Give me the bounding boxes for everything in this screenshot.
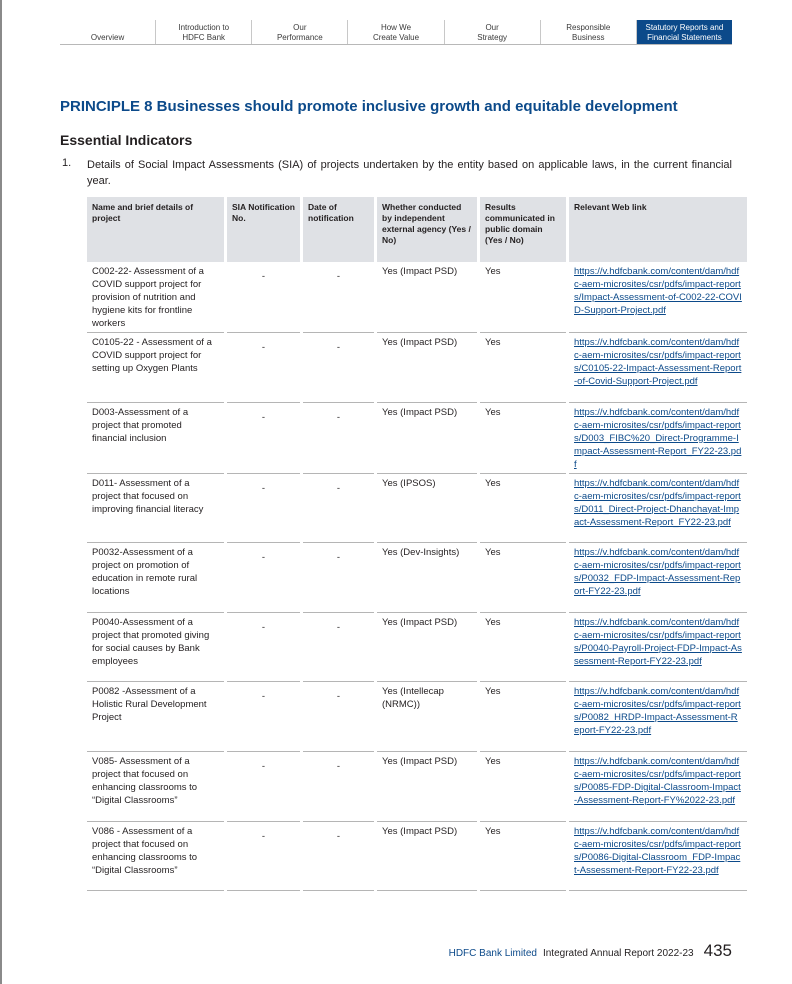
table-row: [87, 262, 747, 333]
web-link[interactable]: https://v.hdfcbank.com/content/dam/hdfc-aem-microsites/csr/pdfs/impact-reports/P0082_HRDP-Impact-Assessment-Report-FY22-23.pdf: [574, 686, 741, 737]
cell-public: Yes: [480, 822, 566, 892]
cell-project: P0040-Assessment of a project that promoted giving for social causes by Bank employees: [87, 613, 224, 683]
cell-date: -: [303, 613, 374, 683]
tab-performance[interactable]: Our Performance: [252, 20, 348, 44]
cell-project: C002-22- Assessment of a COVID support project for provision of nutrition and hygiene kits for frontline workers: [87, 262, 224, 333]
cell-project: V086 - Assessment of a project that focused on enhancing classrooms to “Digital Classrooms”: [87, 822, 224, 892]
cell-project: D011- Assessment of a project that focused on improving financial literacy: [87, 474, 224, 544]
section-heading: Essential Indicators: [60, 132, 193, 148]
web-link[interactable]: https://v.hdfcbank.com/content/dam/hdfc-aem-microsites/csr/pdfs/impact-reports/D003_FIBC%20_Direct-Programme-Impact-Assessment-Report_FY22-23.pdf: [574, 406, 742, 470]
cell-public: Yes: [480, 543, 566, 613]
header-web-link: Relevant Web link: [569, 197, 747, 262]
cell-date: -: [303, 474, 374, 544]
cell-agency: Yes (Impact PSD): [377, 822, 477, 892]
table-row: [87, 543, 747, 613]
table-row: [87, 752, 747, 822]
cell-agency: Yes (Impact PSD): [377, 262, 477, 333]
table-header-row: [87, 197, 747, 262]
page-number: 435: [703, 941, 732, 960]
cell-public: Yes: [480, 752, 566, 822]
cell-sia: -: [227, 543, 300, 613]
web-link[interactable]: https://v.hdfcbank.com/content/dam/hdfc-aem-microsites/csr/pdfs/impact-reports/Impact-Assessment-of-C002-22-COVID-Support-Project.pdf: [574, 266, 742, 316]
footer-report-title: Integrated Annual Report 2022-23: [542, 948, 694, 959]
cell-link: [569, 474, 747, 544]
tab-statutory-reports[interactable]: Statutory Reports and Financial Statements: [637, 20, 732, 44]
cell-link: [569, 613, 747, 683]
cell-link: [569, 262, 747, 333]
cell-sia: -: [227, 262, 300, 333]
nav-divider: [60, 44, 732, 45]
item-number: 1.: [62, 157, 72, 169]
header-public-domain: Results communicated in public domain (Yes / No): [480, 197, 566, 262]
sia-table: [84, 197, 750, 891]
cell-date: -: [303, 682, 374, 752]
cell-date: -: [303, 333, 374, 403]
web-link[interactable]: https://v.hdfcbank.com/content/dam/hdfc-aem-microsites/csr/pdfs/impact-reports/P0032_FDP-Impact-Assessment-Report-FY22-23.pdf: [574, 547, 741, 598]
cell-link: [569, 822, 747, 892]
web-link[interactable]: https://v.hdfcbank.com/content/dam/hdfc-aem-microsites/csr/pdfs/impact-reports/D011_Direct-Project-Dhanchayat-Impact-Assessment-Report_FY22-23.pdf: [574, 477, 741, 528]
web-link[interactable]: https://v.hdfcbank.com/content/dam/hdfc-aem-microsites/csr/pdfs/impact-reports/P0040-Payroll-Project-FDP-Impact-Assessment-Report-FY22-23.pdf: [574, 616, 742, 667]
section-nav: [60, 20, 732, 44]
footer-brand: HDFC Bank Limited: [448, 948, 537, 959]
cell-agency: Yes (Impact PSD): [377, 752, 477, 822]
cell-project: P0032-Assessment of a project on promotion of education in remote rural locations: [87, 543, 224, 613]
cell-agency: Yes (Impact PSD): [377, 613, 477, 683]
header-date: Date of notification: [303, 197, 374, 262]
table-row: [87, 474, 747, 544]
cell-agency: Yes (Impact PSD): [377, 403, 477, 474]
cell-link: [569, 403, 747, 474]
cell-public: Yes: [480, 262, 566, 333]
cell-public: Yes: [480, 682, 566, 752]
table-row: [87, 822, 747, 892]
header-project: Name and brief details of project: [87, 197, 224, 262]
cell-sia: -: [227, 474, 300, 544]
cell-project: D003-Assessment of a project that promoted financial inclusion: [87, 403, 224, 474]
cell-project: C0105-22 - Assessment of a COVID support project for setting up Oxygen Plants: [87, 333, 224, 403]
cell-project: P0082 -Assessment of a Holistic Rural Development Project: [87, 682, 224, 752]
cell-date: -: [303, 403, 374, 474]
cell-agency: Yes (IPSOS): [377, 474, 477, 544]
web-link[interactable]: https://v.hdfcbank.com/content/dam/hdfc-aem-microsites/csr/pdfs/impact-reports/P0085-FDP-Digital-Classroom-Impact-Assessment-Report-FY%2022-23.pdf: [574, 755, 741, 806]
cell-sia: -: [227, 403, 300, 474]
tab-responsible-business[interactable]: Responsible Business: [541, 20, 637, 44]
item-description: Details of Social Impact Assessments (SIA) of projects undertaken by the entity based on applicable laws, in the current financial year.: [87, 159, 732, 187]
cell-link: [569, 333, 747, 403]
cell-public: Yes: [480, 403, 566, 474]
web-link[interactable]: https://v.hdfcbank.com/content/dam/hdfc-aem-microsites/csr/pdfs/impact-reports/P0086-Digital-Classroom_FDP-Impact-Assessment-Report-FY22-23.pdf: [574, 825, 741, 876]
header-agency: Whether conducted by independent external agency (Yes / No): [377, 197, 477, 262]
cell-agency: Yes (Dev-Insights): [377, 543, 477, 613]
cell-public: Yes: [480, 474, 566, 544]
cell-sia: -: [227, 333, 300, 403]
table-row: [87, 333, 747, 403]
tab-overview[interactable]: Overview: [60, 20, 156, 44]
cell-link: [569, 682, 747, 752]
cell-agency: Yes (Intellecap (NRMC)): [377, 682, 477, 752]
tab-introduction[interactable]: Introduction to HDFC Bank: [156, 20, 252, 44]
cell-date: -: [303, 752, 374, 822]
principle-heading: PRINCIPLE 8 Businesses should promote inclusive growth and equitable development: [60, 98, 678, 115]
cell-project: V085- Assessment of a project that focused on enhancing classrooms to “Digital Classrooms”: [87, 752, 224, 822]
table-row: [87, 613, 747, 683]
cell-date: -: [303, 262, 374, 333]
cell-date: -: [303, 543, 374, 613]
cell-link: [569, 752, 747, 822]
table-row: [87, 403, 747, 474]
cell-sia: -: [227, 682, 300, 752]
page-edge-rule: [0, 0, 2, 984]
page-footer: [449, 941, 732, 961]
cell-sia: -: [227, 822, 300, 892]
tab-strategy[interactable]: Our Strategy: [445, 20, 541, 44]
cell-sia: -: [227, 613, 300, 683]
header-sia-number: SIA Notification No.: [227, 197, 300, 262]
cell-link: [569, 543, 747, 613]
web-link[interactable]: https://v.hdfcbank.com/content/dam/hdfc-aem-microsites/csr/pdfs/impact-reports/C0105-22-Impact-Assessment-Report-of-Covid-Support-Project.pdf: [574, 337, 742, 387]
tab-create-value[interactable]: How We Create Value: [348, 20, 444, 44]
cell-public: Yes: [480, 613, 566, 683]
cell-date: -: [303, 822, 374, 892]
cell-sia: -: [227, 752, 300, 822]
table-row: [87, 682, 747, 752]
cell-agency: Yes (Impact PSD): [377, 333, 477, 403]
cell-public: Yes: [480, 333, 566, 403]
